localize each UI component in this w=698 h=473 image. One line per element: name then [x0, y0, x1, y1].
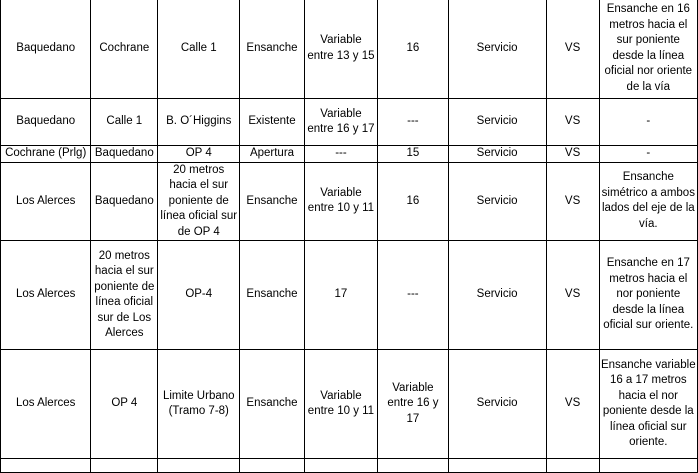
hasta-cell: Limite Urbano (Tramo 7-8) [158, 350, 240, 459]
table-row [1, 350, 698, 459]
table-row [1, 146, 698, 163]
clase-cell: VS [546, 146, 599, 163]
clase-cell: VS [546, 0, 599, 99]
observacion-cell: Ensanche variable 16 a 17 metros hacia el nor poniente desde la línea oficial sur oriente. [599, 350, 697, 459]
via-cell: Los Alerces [1, 241, 91, 350]
tipo-cell: Ensanche [240, 162, 305, 241]
table-row [1, 162, 698, 241]
categoria-cell: Servicio [448, 99, 546, 146]
observacion-cell: Ensanche simétrico a ambos lados del eje de la vía. [599, 162, 697, 241]
table-row [1, 241, 698, 350]
categoria-cell: Servicio [448, 241, 546, 350]
table-row [1, 0, 698, 99]
hasta-cell: OP 4 [158, 146, 240, 163]
desde-cell: Baquedano [91, 146, 158, 163]
observacion-cell: - [599, 99, 697, 146]
ancho-existente-cell: --- [304, 146, 377, 163]
via-cell: Los Alerces [1, 162, 91, 241]
clase-cell: VS [546, 350, 599, 459]
hasta-cell: Calle 1 [158, 0, 240, 99]
ancho-proyectado-cell: Variable entre 16 y 17 [378, 350, 449, 459]
ancho-existente-cell: Variable entre 16 y 17 [304, 99, 377, 146]
via-cell: Baquedano [1, 0, 91, 99]
clase-cell: VS [546, 162, 599, 241]
observacion-cell: Ensanche en 17 metros hacia el nor poniente desde la línea oficial sur oriente. [599, 241, 697, 350]
categoria-cell: Servicio [448, 350, 546, 459]
via-cell: Baquedano [1, 99, 91, 146]
observacion-cell: Ensanche en 16 metros hacia el sur poniente desde la línea oficial nor oriente de la vía [599, 0, 697, 99]
hasta-cell: B. O´Higgins [158, 99, 240, 146]
ancho-proyectado-cell: 16 [378, 162, 449, 241]
tipo-cell: Ensanche [240, 0, 305, 99]
ancho-proyectado-cell: 15 [378, 146, 449, 163]
table-row [1, 99, 698, 146]
via-cell: Los Alerces [1, 350, 91, 459]
categoria-cell: Servicio [448, 0, 546, 99]
ancho-proyectado-cell: --- [378, 99, 449, 146]
hasta-cell: OP-4 [158, 241, 240, 350]
hasta-cell: 20 metros hacia el sur poniente de línea oficial sur de OP 4 [158, 162, 240, 241]
clase-cell: VS [546, 241, 599, 350]
desde-cell: Calle 1 [91, 99, 158, 146]
tipo-cell: Ensanche [240, 241, 305, 350]
table-row-partial [1, 459, 698, 473]
ancho-proyectado-cell: 16 [378, 0, 449, 99]
ancho-existente-cell: Variable entre 13 y 15 [304, 0, 377, 99]
ancho-proyectado-cell: --- [378, 241, 449, 350]
ancho-existente-cell: Variable entre 10 y 11 [304, 162, 377, 241]
desde-cell: Baquedano [91, 162, 158, 241]
categoria-cell: Servicio [448, 146, 546, 163]
desde-cell: 20 metros hacia el sur poniente de línea oficial sur de Los Alerces [91, 241, 158, 350]
ancho-existente-cell: Variable entre 10 y 11 [304, 350, 377, 459]
clase-cell: VS [546, 99, 599, 146]
categoria-cell: Servicio [448, 162, 546, 241]
via-cell: Cochrane (Prlg) [1, 146, 91, 163]
ancho-existente-cell: 17 [304, 241, 377, 350]
tipo-cell: Existente [240, 99, 305, 146]
tipo-cell: Apertura [240, 146, 305, 163]
observacion-cell: - [599, 146, 697, 163]
tipo-cell: Ensanche [240, 350, 305, 459]
desde-cell: Cochrane [91, 0, 158, 99]
desde-cell: OP 4 [91, 350, 158, 459]
